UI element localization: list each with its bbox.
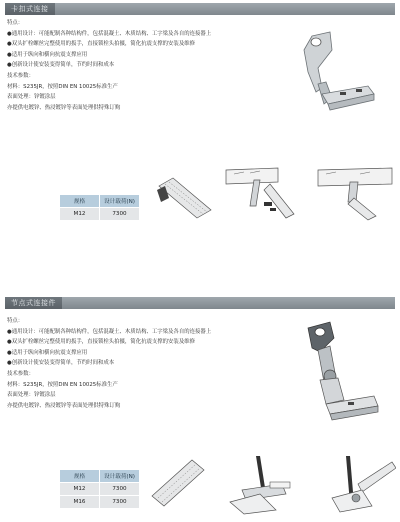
feature-item: ●双头扩栓螺丝完整使用的扳手，直接锁栓头拍摄，简化抗震支撑的安装及维修	[7, 41, 195, 48]
feature-item: ●适用于纵向和横向抗震支撑应用	[7, 51, 88, 58]
feature-item: ●适用于纵向和横向抗震支撑应用	[7, 349, 88, 356]
spec-size-cell: M12	[60, 483, 100, 496]
install-step-2-illustration	[312, 454, 396, 516]
table-row	[60, 496, 140, 509]
section-header-bar	[5, 3, 395, 15]
feature-item: ●通用设计：可能配制各种结构件，包括混凝土、木质结构、工字梁及各自的连接器上	[7, 328, 212, 335]
table-row	[60, 483, 140, 496]
feature-item: ●双头扩栓螺丝完整使用的扳手，直接锁栓头拍摄，简化抗震支撑的安装及维修	[7, 339, 195, 346]
spec-load-cell: 7300	[100, 496, 140, 509]
spec-load-cell: 7300	[100, 208, 140, 221]
section-header-bar	[5, 297, 395, 309]
feature-list	[7, 316, 211, 411]
tech-params-heading: 技术参数：	[7, 72, 34, 79]
table-row	[60, 208, 140, 221]
feature-item: ●创新设计使安装变得简单，节约时间和成本	[7, 360, 115, 367]
tech-params-heading: 技术参数：	[7, 370, 34, 377]
feature-item: ●通用设计：可能配制各种结构件，包括混凝土、木质结构、工字梁及各自的连接器上	[7, 30, 212, 37]
features-heading: 特点：	[7, 20, 24, 26]
param-options: 亦提供电镀锌、热浸镀锌等表面处理供特殊订购	[7, 402, 121, 409]
spec-header-size: 规格	[60, 470, 100, 483]
param-surface: 表面处理：锌镀涂层	[7, 392, 56, 399]
channel-illustration	[148, 456, 210, 512]
spec-size-cell: M12	[60, 208, 100, 221]
feature-list	[7, 18, 211, 113]
product-bracket-image	[282, 28, 378, 128]
product-hinge-image	[290, 318, 382, 438]
param-material: 材料：S235JR，按照DIN EN 10025标准生产	[7, 381, 118, 388]
section-title: 卡扣式连接	[5, 3, 55, 15]
spec-header-load: 设计载荷(N)	[100, 195, 140, 208]
features-heading: 特点：	[7, 318, 24, 324]
spec-table	[59, 469, 140, 509]
spec-size-cell: M16	[60, 496, 100, 509]
spec-header-load: 设计载荷(N)	[100, 470, 140, 483]
spec-header-size: 规格	[60, 195, 100, 208]
channel-illustration	[155, 172, 213, 220]
install-step-1-illustration	[220, 162, 298, 222]
install-step-2-illustration	[314, 162, 396, 222]
product-section-1	[0, 0, 400, 245]
feature-item: ●创新设计使安装变得简单，节约时间和成本	[7, 62, 115, 69]
spec-load-cell: 7300	[100, 483, 140, 496]
product-section-2	[0, 294, 400, 522]
param-material: 材料：S235JR，按照DIN EN 10025标准生产	[7, 83, 118, 90]
param-surface: 表面处理：锌镀涂层	[7, 94, 56, 101]
param-options: 亦提供电镀锌、热浸镀锌等表面处理供特殊订购	[7, 104, 121, 111]
spec-table	[59, 194, 140, 221]
section-title: 节点式连接件	[5, 297, 62, 309]
install-step-1-illustration	[220, 454, 300, 516]
